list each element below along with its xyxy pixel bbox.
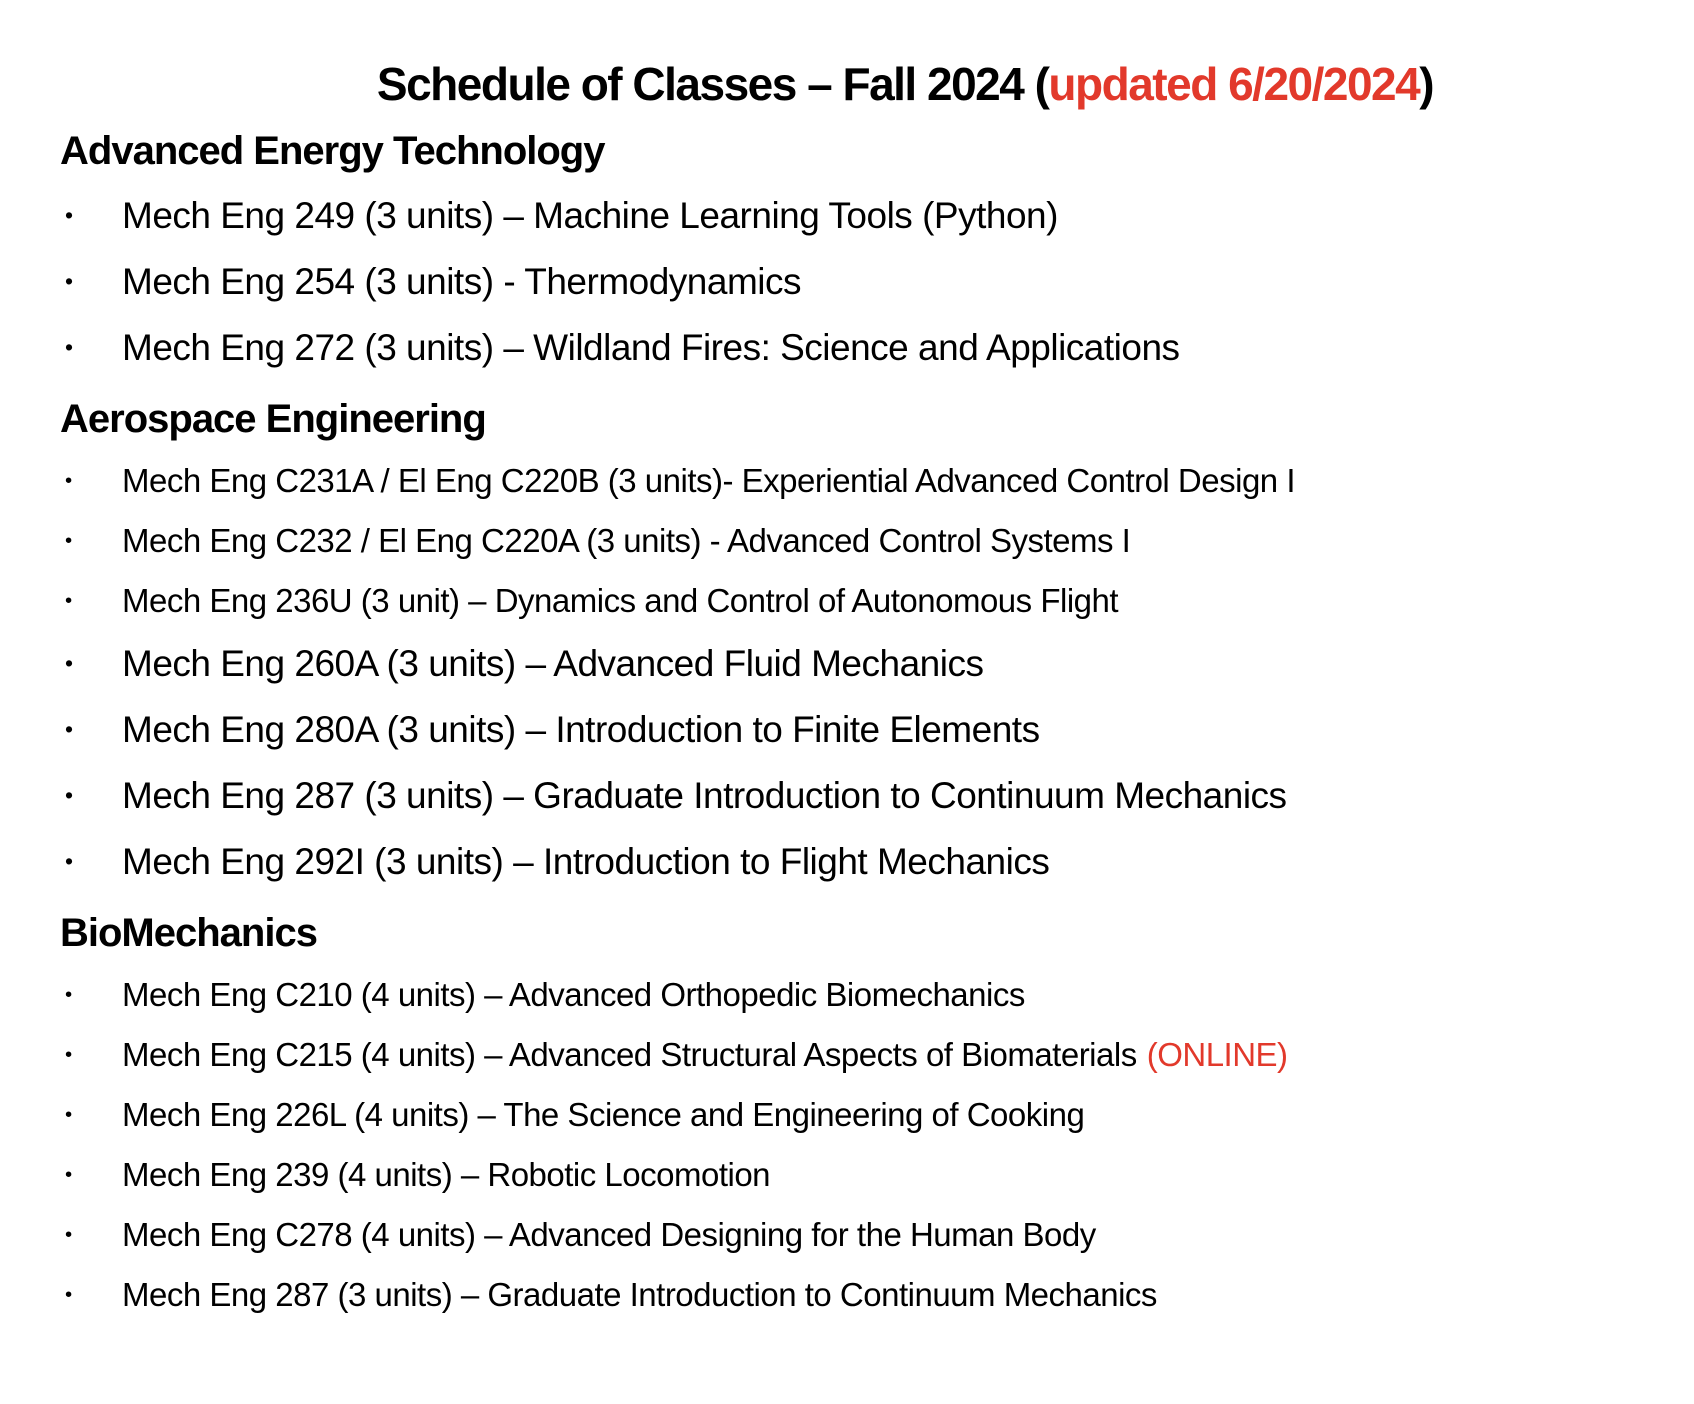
- course-list: [60, 183, 1638, 381]
- course-item: [60, 1205, 1638, 1265]
- course-item: [60, 631, 1638, 697]
- course-text-wrap: [122, 644, 983, 685]
- course-item: [60, 183, 1638, 249]
- course-item: [60, 1265, 1638, 1325]
- course-text: Mech Eng 254 (3 units) - Thermodynamics: [122, 260, 802, 302]
- course-text-wrap: [122, 1217, 1096, 1253]
- course-list: [60, 965, 1638, 1325]
- course-text-wrap: [122, 196, 1058, 237]
- bullet-icon: •: [65, 782, 73, 809]
- course-text-wrap: [122, 328, 1180, 369]
- bullet-icon: •: [65, 528, 72, 552]
- course-text-wrap: [122, 1097, 1084, 1133]
- course-text: Mech Eng C215 (4 units) – Advanced Structural Aspects of Biomaterials: [122, 1035, 1137, 1073]
- course-text-wrap: [122, 710, 1040, 751]
- course-text: Mech Eng 287 (3 units) – Graduate Introduction to Continuum Mechanics: [122, 774, 1287, 816]
- course-text: Mech Eng C278 (4 units) – Advanced Designing for the Human Body: [122, 1215, 1096, 1253]
- bullet-icon: •: [65, 468, 72, 492]
- course-item: [60, 315, 1638, 381]
- course-text-wrap: [122, 842, 1049, 883]
- title-updated-date: updated 6/20/2024: [1048, 58, 1420, 110]
- course-text: Mech Eng 287 (3 units) – Graduate Introduction to Continuum Mechanics: [122, 1275, 1157, 1313]
- sections-container: [60, 127, 1638, 1325]
- bullet-icon: •: [65, 1222, 72, 1246]
- bullet-icon: •: [65, 202, 73, 229]
- course-text: Mech Eng 249 (3 units) – Machine Learning Tools (Python): [122, 194, 1058, 236]
- course-item: [60, 1085, 1638, 1145]
- course-item: [60, 451, 1638, 511]
- course-item: [60, 697, 1638, 763]
- course-text: Mech Eng 226L (4 units) – The Science and Engineering of Cooking: [122, 1095, 1085, 1133]
- bullet-icon: •: [65, 1042, 72, 1066]
- course-section: [60, 909, 1638, 1325]
- course-text: Mech Eng 236U (3 unit) – Dynamics and Control of Autonomous Flight: [122, 581, 1119, 619]
- course-text-wrap: [122, 463, 1295, 499]
- course-text-wrap: [122, 977, 1025, 1013]
- course-list: [60, 451, 1638, 895]
- course-item: [60, 1025, 1638, 1085]
- online-badge: (ONLINE): [1146, 1035, 1288, 1073]
- course-item: [60, 511, 1638, 571]
- section-heading: BioMechanics: [60, 910, 317, 955]
- bullet-icon: •: [65, 334, 73, 361]
- title-prefix: Schedule of Classes – Fall 2024 (: [376, 58, 1049, 110]
- bullet-icon: •: [65, 1102, 72, 1126]
- course-item: [60, 829, 1638, 895]
- bullet-icon: •: [65, 268, 73, 295]
- bullet-icon: •: [65, 716, 73, 743]
- bullet-icon: •: [65, 982, 72, 1006]
- course-text-wrap: [122, 776, 1287, 817]
- course-item: [60, 1145, 1638, 1205]
- course-text-wrap: [122, 523, 1130, 559]
- course-text: Mech Eng 280A (3 units) – Introduction to Finite Elements: [122, 708, 1040, 750]
- course-item: [60, 965, 1638, 1025]
- course-item: [60, 571, 1638, 631]
- bullet-icon: •: [65, 1162, 72, 1186]
- page-title: [60, 58, 1638, 111]
- course-text: Mech Eng C231A / El Eng C220B (3 units)- Experiential Advanced Control Design I: [122, 461, 1295, 499]
- course-text-wrap: [122, 262, 801, 303]
- course-text-wrap: [122, 1277, 1157, 1313]
- course-item: [60, 249, 1638, 315]
- bullet-icon: •: [65, 848, 73, 875]
- course-text-wrap: [122, 1037, 1288, 1073]
- course-text: Mech Eng 239 (4 units) – Robotic Locomotion: [122, 1155, 771, 1193]
- bullet-icon: •: [65, 1282, 72, 1306]
- course-text: Mech Eng 272 (3 units) – Wildland Fires: Science and Applications: [122, 326, 1180, 368]
- course-section: [60, 127, 1638, 381]
- course-item: [60, 763, 1638, 829]
- course-text: Mech Eng C210 (4 units) – Advanced Orthopedic Biomechanics: [122, 975, 1025, 1013]
- title-suffix: ): [1419, 58, 1434, 110]
- course-section: [60, 395, 1638, 895]
- course-text: Mech Eng C232 / El Eng C220A (3 units) - Advanced Control Systems I: [122, 521, 1131, 559]
- section-heading: Aerospace Engineering: [60, 396, 486, 441]
- bullet-icon: •: [65, 650, 73, 677]
- bullet-icon: •: [65, 588, 72, 612]
- course-text: Mech Eng 292I (3 units) – Introduction to Flight Mechanics: [122, 840, 1050, 882]
- section-heading: Advanced Energy Technology: [60, 128, 605, 173]
- course-text: Mech Eng 260A (3 units) – Advanced Fluid Mechanics: [122, 642, 984, 684]
- course-text-wrap: [122, 583, 1118, 619]
- course-text-wrap: [122, 1157, 770, 1193]
